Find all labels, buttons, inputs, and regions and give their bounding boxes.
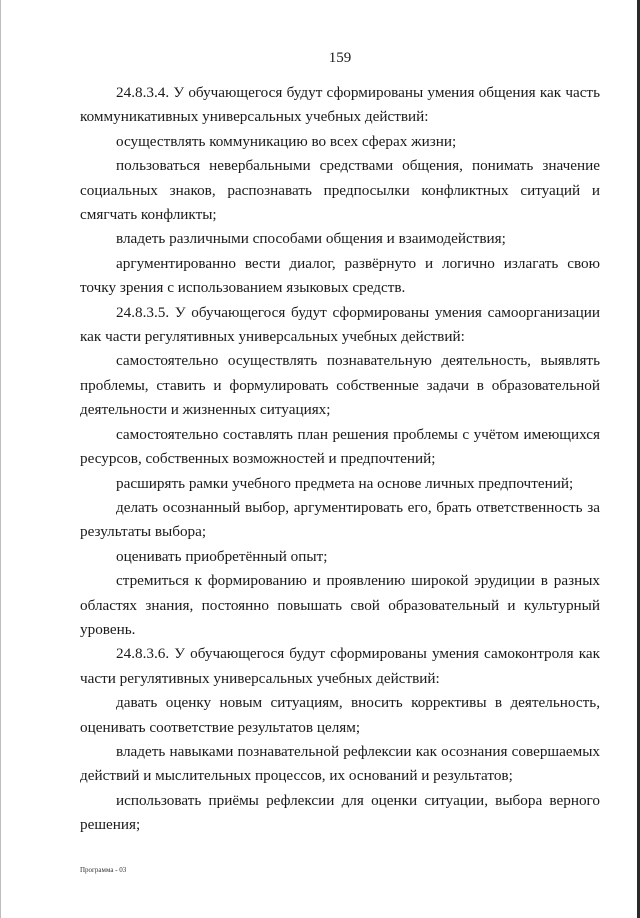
page-number: 159 xyxy=(328,50,352,66)
paragraph-24-8-3-4-heading: 24.8.3.4. У обучающегося будут сформированы умения общения как часть коммуникативных универсальных учебных действий: xyxy=(80,84,600,126)
paragraph-24-8-3-6-heading: 24.8.3.6. У обучающегося будут сформированы умения самоконтроля как части регулятивных универсальных учебных действий: xyxy=(80,645,600,687)
paragraph: самостоятельно составлять план решения проблемы с учётом имеющихся ресурсов, собственных возможностей и предпочтений; xyxy=(80,425,600,468)
paragraph: осуществлять коммуникацию во всех сферах жизни; xyxy=(116,132,457,150)
paragraph: аргументированно вести диалог, развёрнуто и логично излагать свою точку зрения с использованием языковых средств. xyxy=(80,254,600,297)
paragraph: самостоятельно осуществлять познавательную деятельность, выявлять проблемы, ставить и формулировать собственные задачи в образовательной деятельности и жизненных ситуациях; xyxy=(80,352,600,419)
paragraph: владеть различными способами общения и взаимодействия; xyxy=(116,230,506,248)
paragraph-24-8-3-5-heading: 24.8.3.5. У обучающегося будут сформированы умения самоорганизации как части регулятивных универсальных учебных действий: xyxy=(80,303,600,346)
document-body xyxy=(80,81,600,838)
paragraph: пользоваться невербальными средствами общения, понимать значение социальных знаков, распознавать предпосылки конфликтных ситуаций и смягчать конфликты; xyxy=(80,157,600,224)
paragraph: владеть навыками познавательной рефлексии как осознания совершаемых действий и мыслительных процессов, их оснований и результатов; xyxy=(80,742,600,785)
footer-program-label: Программа - 03 xyxy=(80,866,127,874)
paragraph: давать оценку новым ситуациям, вносить коррективы в деятельность, оценивать соответствие результатов целям; xyxy=(80,694,600,736)
paragraph: делать осознанный выбор, аргументировать его, брать ответственность за результаты выбора; xyxy=(80,498,600,541)
scan-edge-left xyxy=(0,0,1,918)
paragraph: расширять рамки учебного предмета на основе личных предпочтений; xyxy=(116,474,574,492)
paragraph: стремиться к формированию и проявлению широкой эрудиции в разных областях знания, постоянно повышать свой образовательный и культурный уровень. xyxy=(80,572,600,638)
paragraph: оценивать приобретённый опыт; xyxy=(116,547,328,565)
paragraph: использовать приёмы рефлексии для оценки ситуации, выбора верного решения; xyxy=(80,791,600,834)
